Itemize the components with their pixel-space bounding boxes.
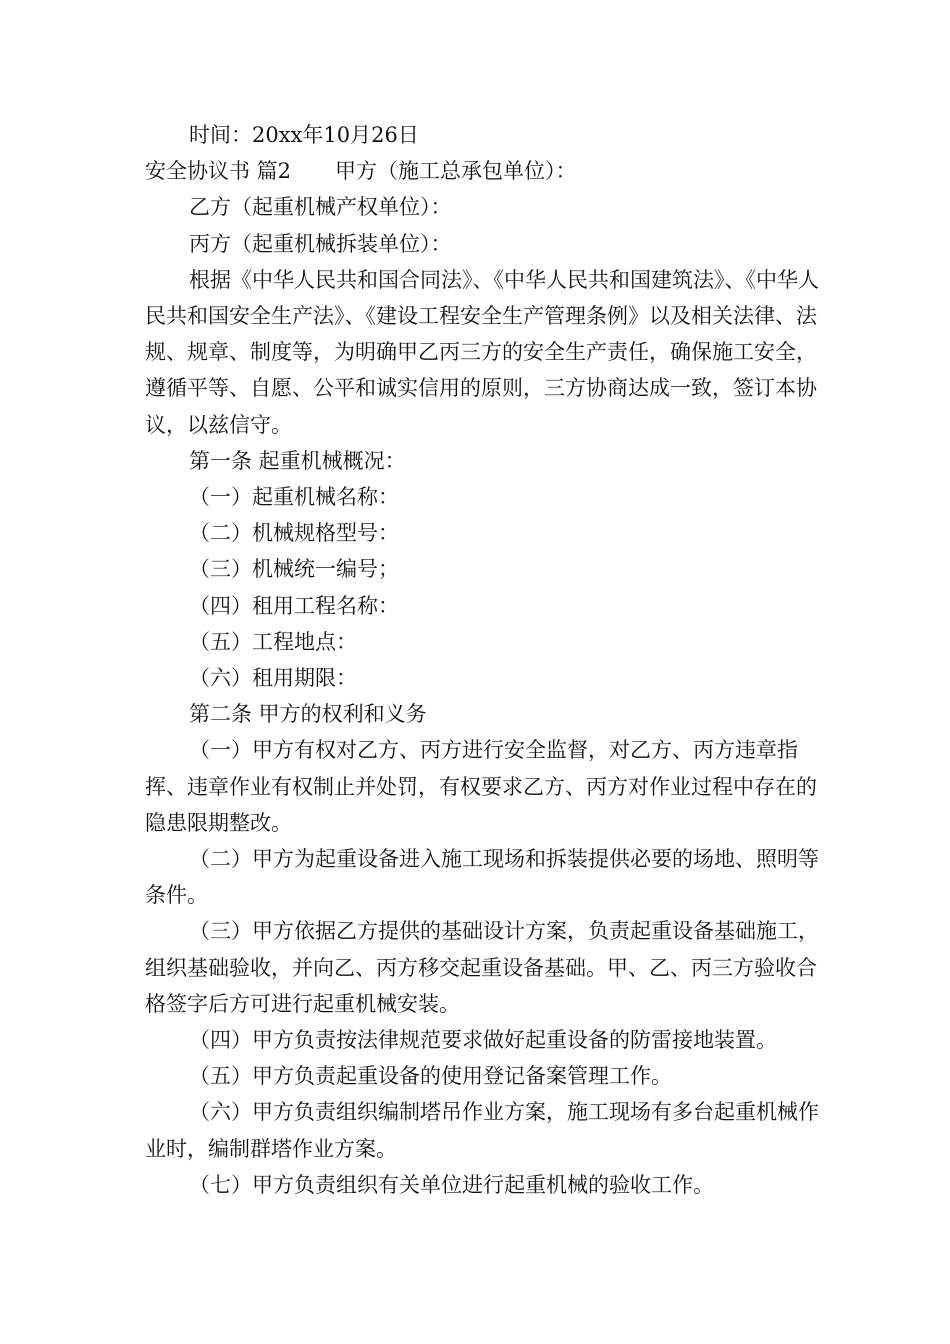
article-1-heading: 第一条 起重机械概况： [189,448,406,473]
article-2-item-3: （三）甲方依据乙方提供的基础设计方案，负责起重设备基础施工，组织基础验收，并向乙、丙方移交起重设备基础。甲、乙、丙三方验收合格签字后方可进行起重机械安装。 [145,919,819,1016]
date-line: 时间：20xx年10月26日 [189,123,419,147]
party-b-line: 乙方（起重机械产权单位）： [189,195,452,220]
article-2-item-4: （四）甲方负责按法律规范要求做好起重设备的防雷接地装置。 [189,1028,777,1053]
article-1-item-5: （五）工程地点： [189,629,357,654]
article-2-item-7: （七）甲方负责组织有关单位进行起重机械的验收工作。 [189,1172,714,1197]
section-title: 安全协议书 篇2 [145,159,292,184]
preamble-paragraph: 根据《中华人民共和国合同法》、《中华人民共和国建筑法》、《中华人民共和国安全生产法》、《建设工程安全生产管理条例》以及相关法律、法规、规章、制度等，为明确甲乙丙三方的安全生产责任，确保施工安全，遵循平等、自愿、公平和诚实信用的原则，三方协商达成一致，签订本协议，以兹信守。 [145,267,819,437]
article-2-item-1: （一）甲方有权对乙方、丙方进行安全监督，对乙方、丙方违章指挥、违章作业有权制止并处罚，有权要求乙方、丙方对作业过程中存在的隐患限期整改。 [145,738,817,835]
article-1-item-4: （四）租用工程名称： [189,593,399,618]
article-1-item-2: （二）机械规格型号： [189,521,399,546]
article-2-item-2: （二）甲方为起重设备进入施工现场和拆装提供必要的场地、照明等条件。 [145,847,819,908]
party-a-line: 甲方（施工总承包单位）： [335,159,577,184]
article-2-item-5: （五）甲方负责起重设备的使用登记备案管理工作。 [189,1064,672,1089]
article-2-item-6: （六）甲方负责组织编制塔吊作业方案，施工现场有多台起重机械作业时，编制群塔作业方案。 [145,1100,819,1161]
party-c-line: 丙方（起重机械拆装单位）： [189,231,452,256]
article-1-item-3: （三）机械统一编号； [189,557,399,582]
article-1-item-6: （六）租用期限： [189,666,357,691]
article-1-item-1: （一）起重机械名称： [189,485,399,510]
title-line [145,153,825,189]
document-body [145,117,825,1203]
article-2-heading: 第二条 甲方的权利和义务 [189,702,427,727]
